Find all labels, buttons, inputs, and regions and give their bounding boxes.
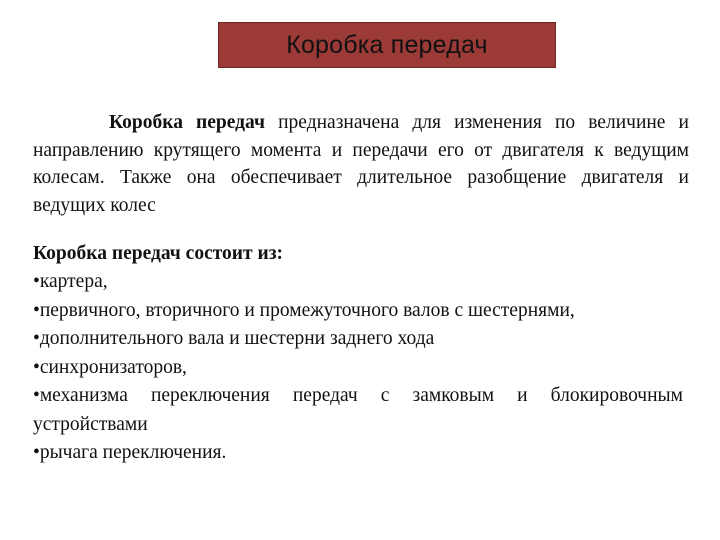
slide-title-box [218, 22, 556, 68]
intro-paragraph [33, 109, 689, 219]
list-item: •рычага переключения. [33, 442, 227, 463]
slide-title: Коробка передач [286, 30, 488, 59]
intro-text: предназначена для изменения по величине и направлению крутящего момента и передачи его от двигателя к ведущим колесам. Также она обеспечивает длительное разобщение двигателя и ведущих колес [33, 112, 689, 216]
composition-heading: Коробка передач состоит из: [33, 243, 284, 264]
composition-section [33, 240, 683, 468]
list-item: •дополнительного вала и шестерни заднего хода [33, 328, 435, 349]
list-item: •первичного, вторичного и промежуточного валов с шестернями, [33, 299, 575, 321]
list-item: •механизма переключения передач с замковым и блокировочным устройствами [33, 385, 683, 435]
list-item: •картера, [33, 271, 108, 292]
list-item: •синхронизаторов, [33, 356, 187, 378]
intro-term: Коробка передач [109, 112, 266, 133]
composition-list [33, 268, 683, 468]
